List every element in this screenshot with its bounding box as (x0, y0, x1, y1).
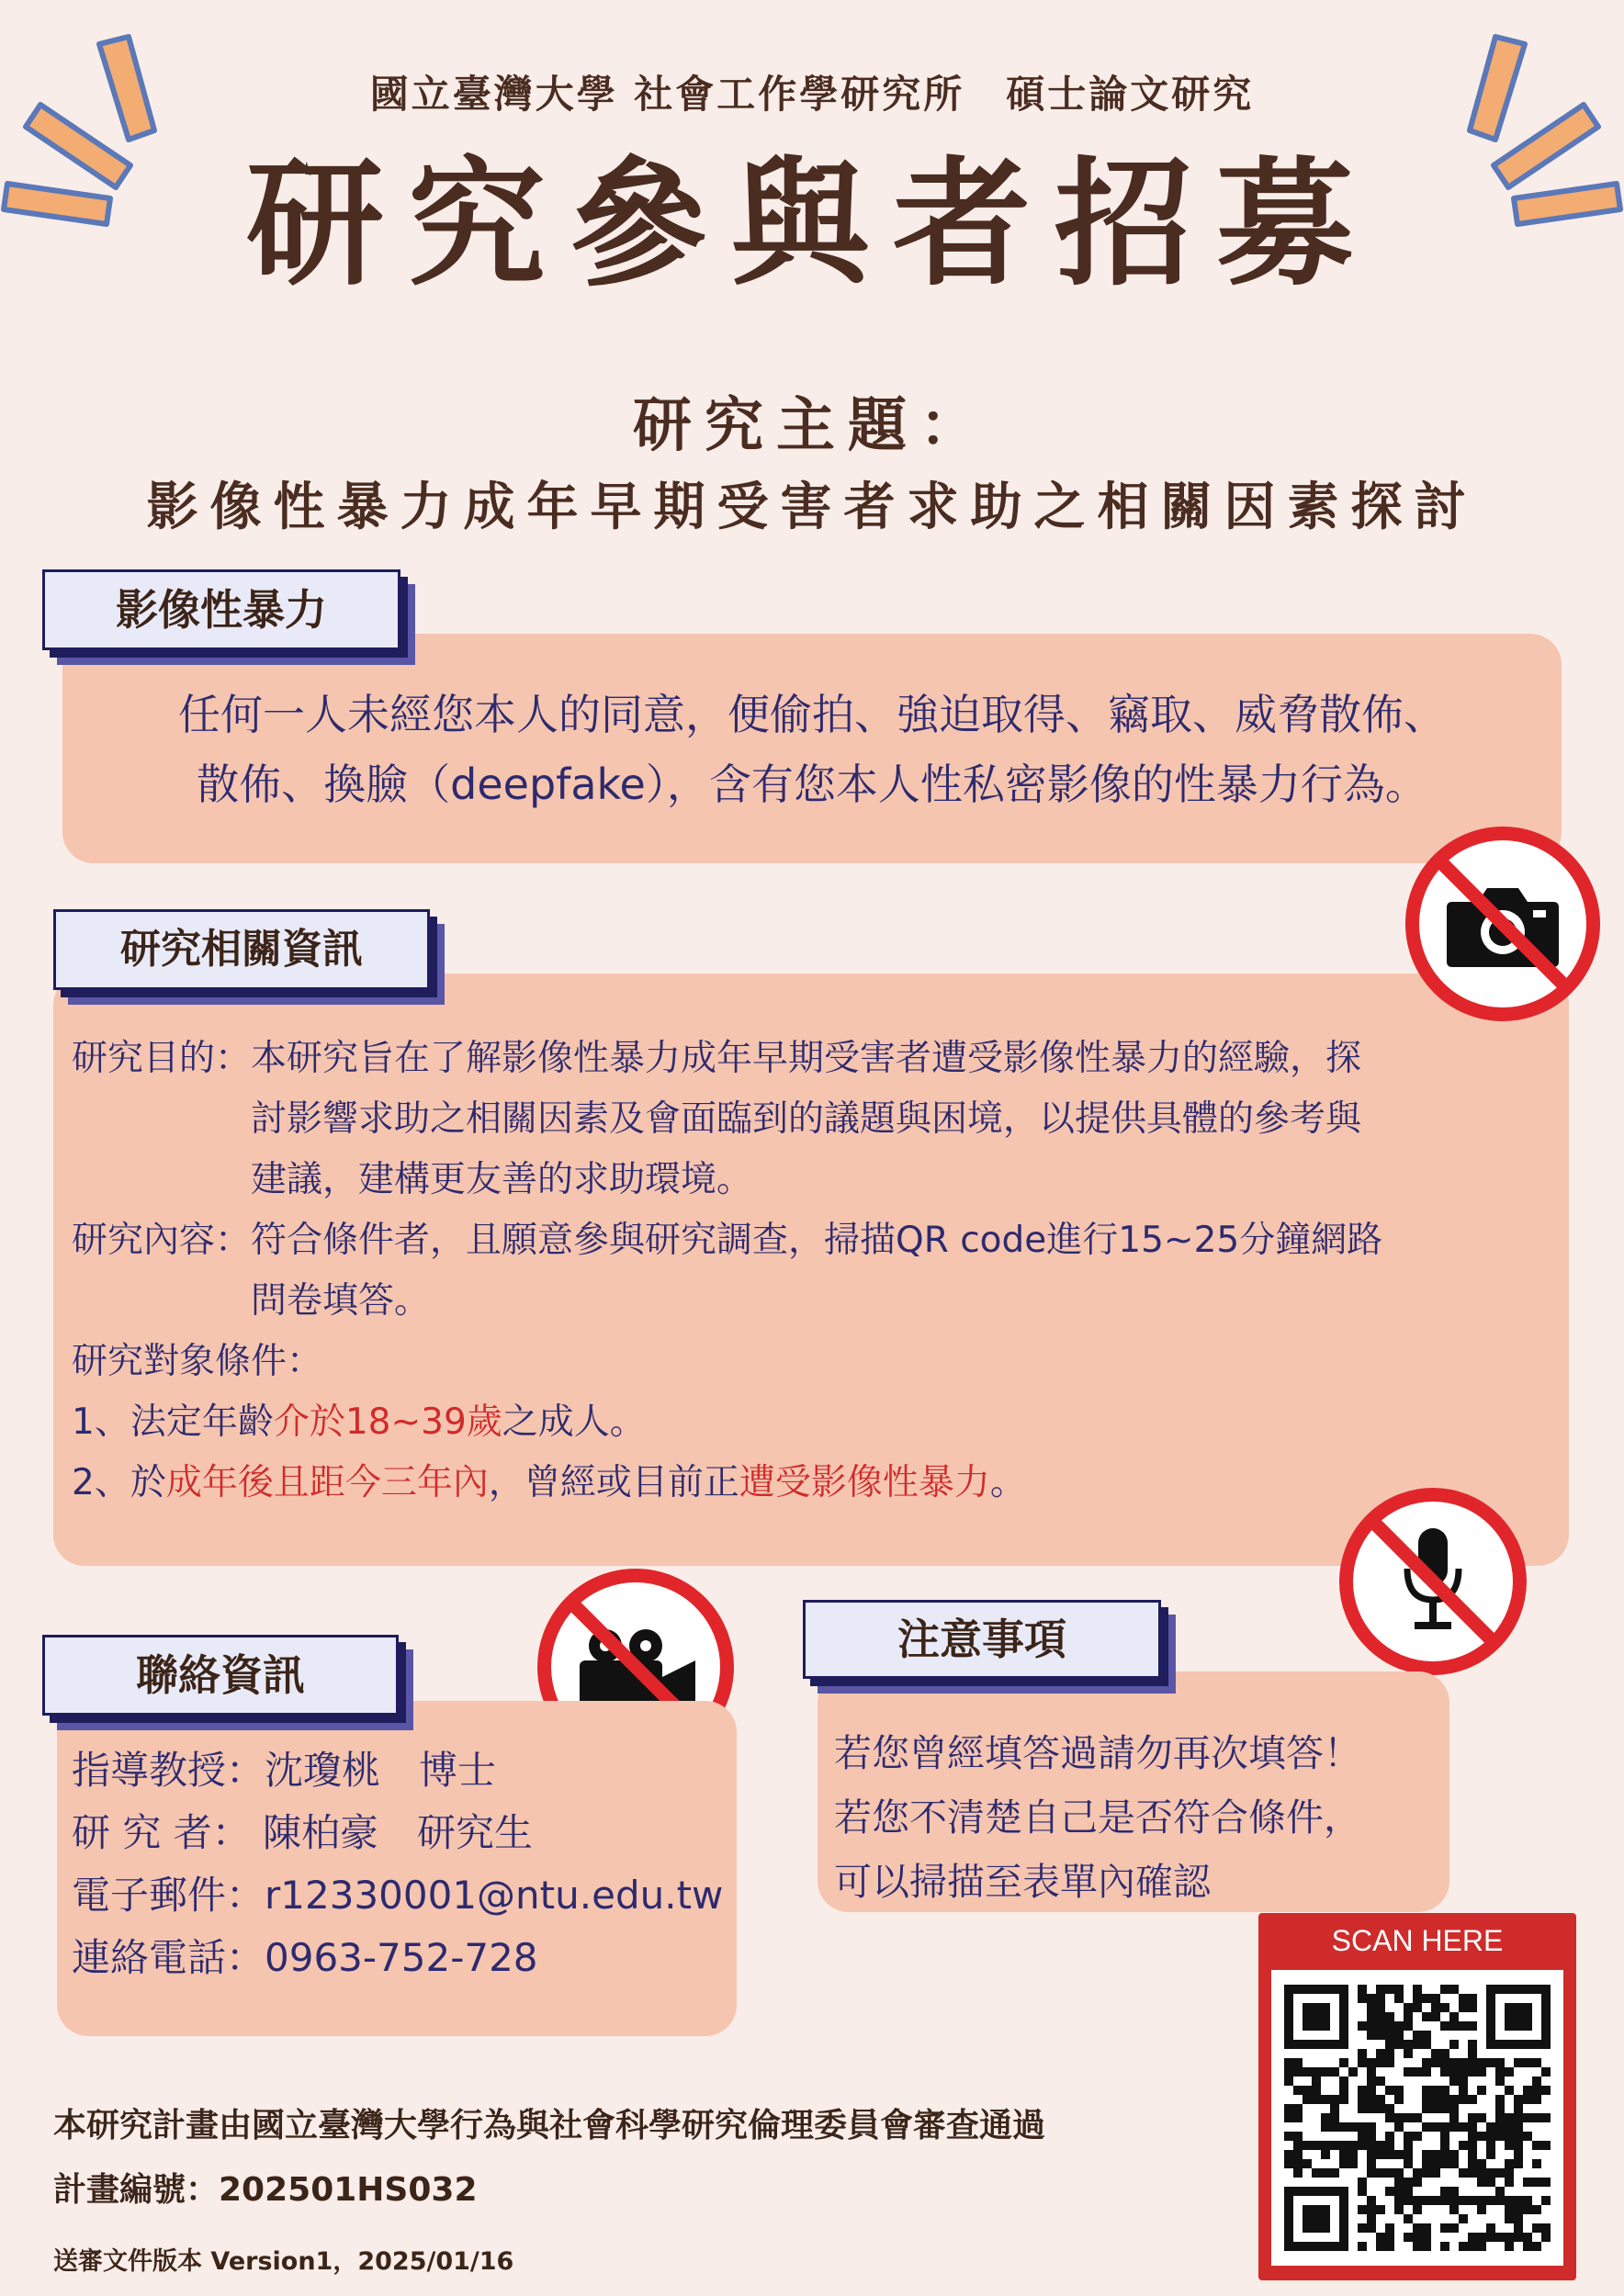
contact-content (57, 1701, 737, 1989)
no-camera-icon (1405, 827, 1600, 1021)
content-text (251, 1210, 1382, 1332)
research-info-content (53, 974, 1569, 1514)
purpose-row (72, 1029, 1569, 1210)
content-label: 研究內容： (72, 1220, 252, 1261)
definition-tag: 影像性暴力 (42, 569, 400, 650)
research-info-tag: 研究相關資訊 (53, 909, 430, 990)
advisor-line: 指導教授：沈瓊桃 博士 (72, 1748, 497, 1793)
definition-line-2: 散佈、換臉（deepfake），含有您本人性私密影像的性暴力行為。 (197, 760, 1427, 809)
purpose-line: 討影響求助之相關因素及會面臨到的議題與困境，以提供具體的參考與 (251, 1098, 1362, 1140)
content-line: 符合條件者，且願意參與研究調查，掃描QR code進行15~25分鐘網路 (251, 1220, 1383, 1261)
criteria-label: 研究對象條件： (72, 1341, 323, 1382)
definition-panel (62, 634, 1562, 863)
page-title: 研究參與者招募 (245, 145, 1378, 305)
definition-text (62, 634, 1562, 819)
contact-panel (57, 1701, 737, 2036)
definition-line-1: 任何一人未經您本人的同意，便偷拍、強迫取得、竊取、威脅散佈、 (178, 690, 1446, 739)
notes-content (818, 1671, 1449, 1914)
researcher-line: 研 究 者： 陳柏豪 研究生 (72, 1810, 534, 1855)
criteria-2-text: 。 (989, 1462, 1026, 1503)
criteria-2-text: 2、於 (72, 1462, 166, 1503)
criteria-1-text: 之成人。 (502, 1401, 646, 1443)
ethics-approval (53, 2094, 1045, 2223)
contact-tag: 聯絡資訊 (42, 1635, 399, 1716)
notes-panel (818, 1671, 1449, 1912)
phone-line[interactable]: 連絡電話：0963-752-728 (72, 1935, 538, 1980)
note-line-1: 若您曾經填答過請勿再次填答！ (834, 1731, 1361, 1775)
criteria-1-highlight: 介於18~39歲 (273, 1401, 502, 1443)
purpose-label: 研究目的： (72, 1038, 252, 1079)
content-line: 問卷填答。 (251, 1280, 431, 1322)
content-row (72, 1210, 1569, 1332)
no-microphone-icon (1339, 1488, 1527, 1675)
criteria-item-1 (72, 1392, 1569, 1453)
criteria-2-highlight: 成年後且距今三年內 (165, 1462, 489, 1503)
note-line-2: 若您不清楚自己是否符合條件， (834, 1795, 1361, 1840)
version-label: 送審文件版本 Version1，2025/01/16 (53, 2247, 514, 2276)
notes-tag: 注意事項 (803, 1600, 1161, 1679)
ethics-line-2: 計畫編號：202501HS032 (53, 2171, 478, 2209)
scan-here-label: SCAN HERE (1331, 1924, 1504, 1957)
criteria-2-text: ，曾經或目前正 (488, 1462, 739, 1503)
qr-code-image[interactable] (1271, 1970, 1563, 2266)
note-line-3: 可以掃描至表單內確認 (834, 1860, 1211, 1904)
criteria-item-2 (72, 1453, 1569, 1514)
email-line[interactable]: 電子郵件：r12330001@ntu.edu.tw (72, 1873, 724, 1918)
institution-header: 國立臺灣大學 社會工作學研究所 碩士論文研究 (369, 72, 1255, 117)
qr-code-card[interactable] (1258, 1913, 1576, 2280)
purpose-line: 本研究旨在了解影像性暴力成年早期受害者遭受影像性暴力的經驗，探 (251, 1038, 1362, 1079)
topic-title: 影像性暴力成年早期受害者求助之相關因素探討 (146, 478, 1478, 537)
purpose-line: 建議，建構更友善的求助環境。 (251, 1159, 753, 1200)
research-info-panel (53, 974, 1569, 1566)
purpose-text (251, 1029, 1361, 1210)
criteria-2-highlight: 遭受影像性暴力 (739, 1462, 990, 1503)
ethics-line-1: 本研究計畫由國立臺灣大學行為與社會科學研究倫理委員會審查通過 (53, 2107, 1046, 2144)
criteria-1-text: 1、法定年齡 (72, 1401, 274, 1443)
topic-label: 研究主題： (633, 392, 991, 460)
